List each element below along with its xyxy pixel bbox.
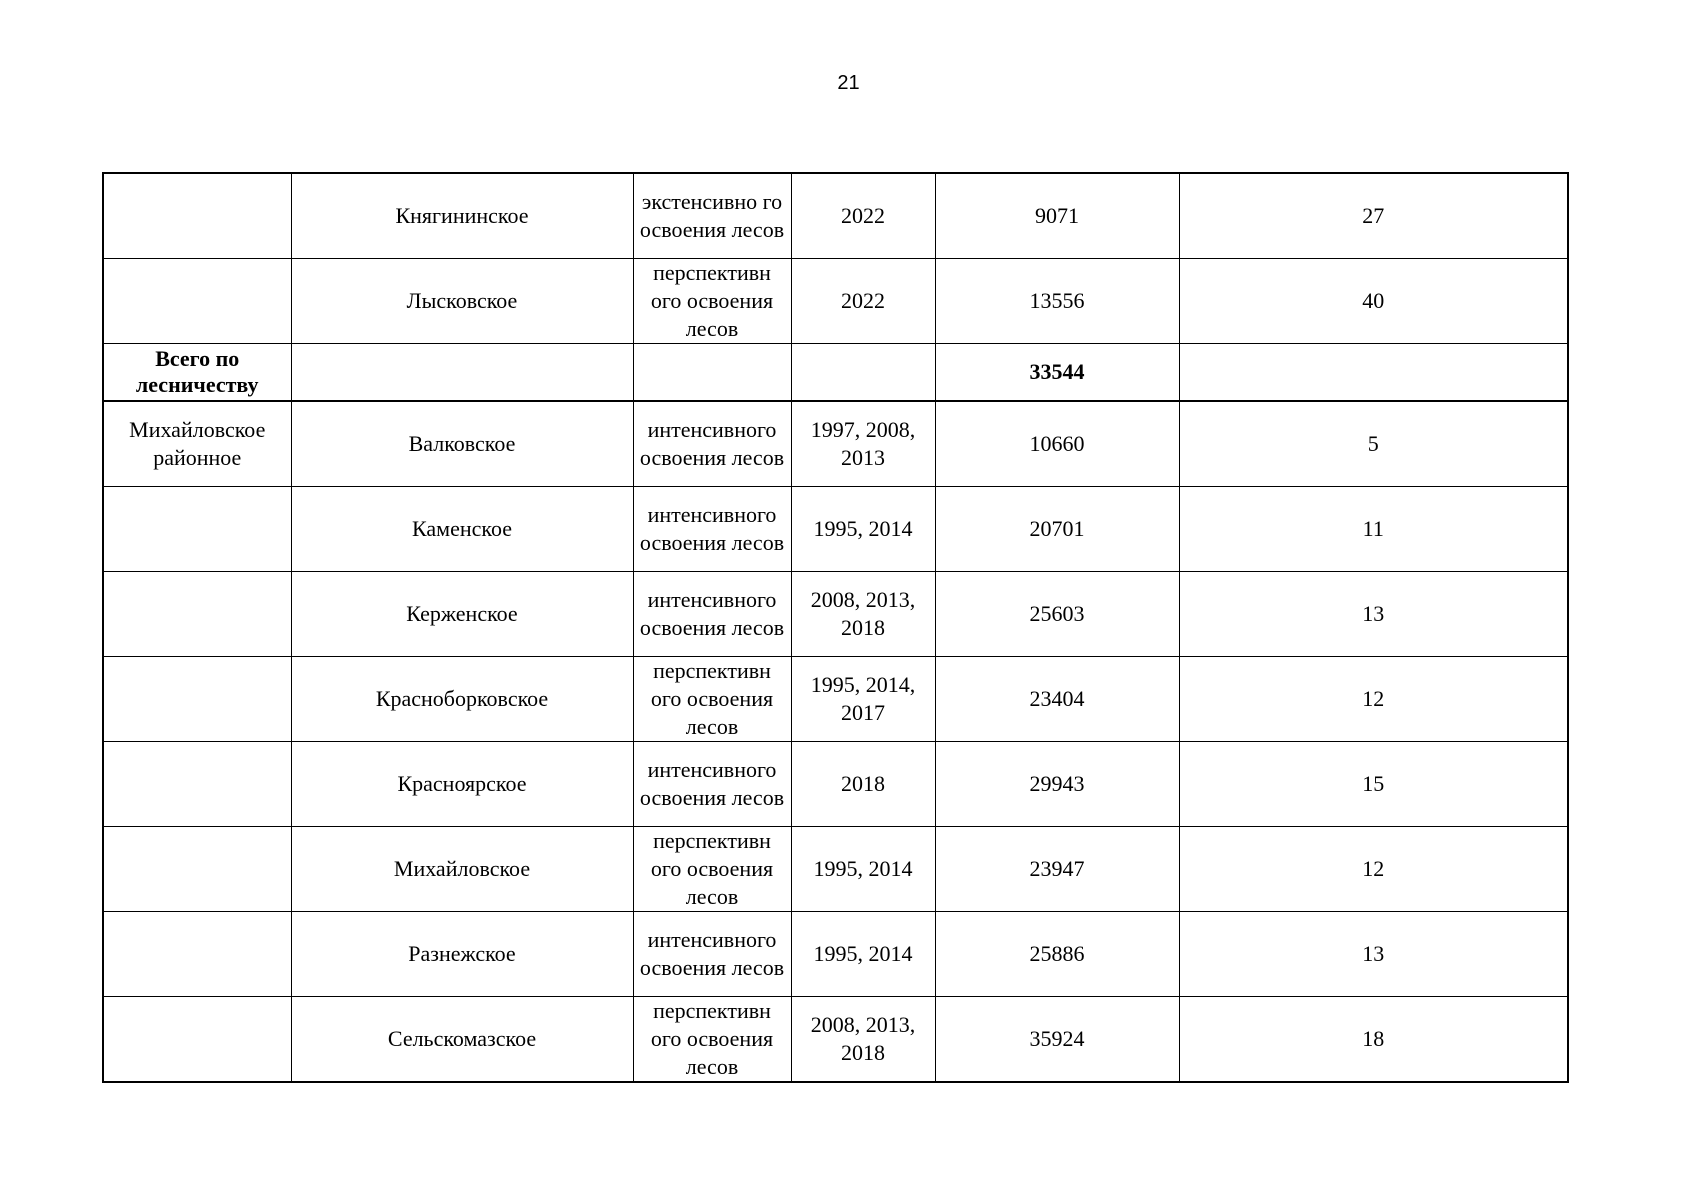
district-cell: Разнежское xyxy=(291,912,633,997)
percent-cell: 12 xyxy=(1179,657,1568,742)
area-cell: 29943 xyxy=(935,742,1179,827)
percent-cell: 13 xyxy=(1179,572,1568,657)
years-cell: 2008, 2013, 2018 xyxy=(791,997,935,1083)
district-cell: Сельскомазское xyxy=(291,997,633,1083)
table-row xyxy=(103,401,1568,487)
category-cell: интенсивного освоения лесов xyxy=(633,401,791,487)
area-cell: 25603 xyxy=(935,572,1179,657)
percent-cell: 12 xyxy=(1179,827,1568,912)
forestry-cell xyxy=(103,997,291,1083)
percent-cell: 18 xyxy=(1179,997,1568,1083)
years-cell: 1995, 2014 xyxy=(791,487,935,572)
forest-table xyxy=(102,172,1569,1083)
area-cell: 35924 xyxy=(935,997,1179,1083)
category-cell: перспективн ого освоения лесов xyxy=(633,259,791,344)
category-cell: перспективн ого освоения лесов xyxy=(633,827,791,912)
category-cell: перспективн ого освоения лесов xyxy=(633,657,791,742)
category-cell: интенсивного освоения лесов xyxy=(633,572,791,657)
category-cell: интенсивного освоения лесов xyxy=(633,742,791,827)
page-number: 21 xyxy=(837,72,860,94)
years-cell: 1995, 2014 xyxy=(791,912,935,997)
percent-cell: 15 xyxy=(1179,742,1568,827)
area-cell: 20701 xyxy=(935,487,1179,572)
forestry-cell xyxy=(103,657,291,742)
category-cell: экстенсивно го освоения лесов xyxy=(633,173,791,259)
category-cell: перспективн ого освоения лесов xyxy=(633,997,791,1083)
table-row xyxy=(103,997,1568,1083)
years-cell: 2008, 2013, 2018 xyxy=(791,572,935,657)
area-cell: 23404 xyxy=(935,657,1179,742)
category-cell: интенсивного освоения лесов xyxy=(633,487,791,572)
years-cell: 2018 xyxy=(791,742,935,827)
category-cell: интенсивного освоения лесов xyxy=(633,912,791,997)
years-cell xyxy=(791,344,935,402)
table-row xyxy=(103,173,1568,259)
district-cell: Михайловское xyxy=(291,827,633,912)
area-cell: 33544 xyxy=(935,344,1179,402)
percent-cell: 27 xyxy=(1179,173,1568,259)
percent-cell xyxy=(1179,344,1568,402)
forestry-cell xyxy=(103,173,291,259)
years-cell: 2022 xyxy=(791,259,935,344)
table-row xyxy=(103,827,1568,912)
forestry-cell xyxy=(103,572,291,657)
table-row xyxy=(103,657,1568,742)
percent-cell: 5 xyxy=(1179,401,1568,487)
area-cell: 23947 xyxy=(935,827,1179,912)
table-row xyxy=(103,742,1568,827)
forestry-cell xyxy=(103,912,291,997)
forestry-cell xyxy=(103,742,291,827)
district-cell: Красноборковское xyxy=(291,657,633,742)
percent-cell: 40 xyxy=(1179,259,1568,344)
table-body xyxy=(103,173,1568,1082)
district-cell: Валковское xyxy=(291,401,633,487)
forestry-cell xyxy=(103,827,291,912)
area-cell: 9071 xyxy=(935,173,1179,259)
percent-cell: 13 xyxy=(1179,912,1568,997)
forestry-cell: Михайловское районное xyxy=(103,401,291,487)
category-cell xyxy=(633,344,791,402)
table-row xyxy=(103,912,1568,997)
district-cell: Керженское xyxy=(291,572,633,657)
district-cell: Красноярское xyxy=(291,742,633,827)
area-cell: 25886 xyxy=(935,912,1179,997)
district-cell xyxy=(291,344,633,402)
district-cell: Каменское xyxy=(291,487,633,572)
district-cell: Лысковское xyxy=(291,259,633,344)
years-cell: 2022 xyxy=(791,173,935,259)
table-row xyxy=(103,259,1568,344)
district-cell: Княгининское xyxy=(291,173,633,259)
area-cell: 10660 xyxy=(935,401,1179,487)
years-cell: 1995, 2014, 2017 xyxy=(791,657,935,742)
area-cell: 13556 xyxy=(935,259,1179,344)
total-row xyxy=(103,344,1568,402)
forestry-cell: Всего по лесничеству xyxy=(103,344,291,402)
percent-cell: 11 xyxy=(1179,487,1568,572)
forestry-cell xyxy=(103,259,291,344)
forestry-cell xyxy=(103,487,291,572)
table-row xyxy=(103,572,1568,657)
years-cell: 1997, 2008, 2013 xyxy=(791,401,935,487)
years-cell: 1995, 2014 xyxy=(791,827,935,912)
table-row xyxy=(103,487,1568,572)
